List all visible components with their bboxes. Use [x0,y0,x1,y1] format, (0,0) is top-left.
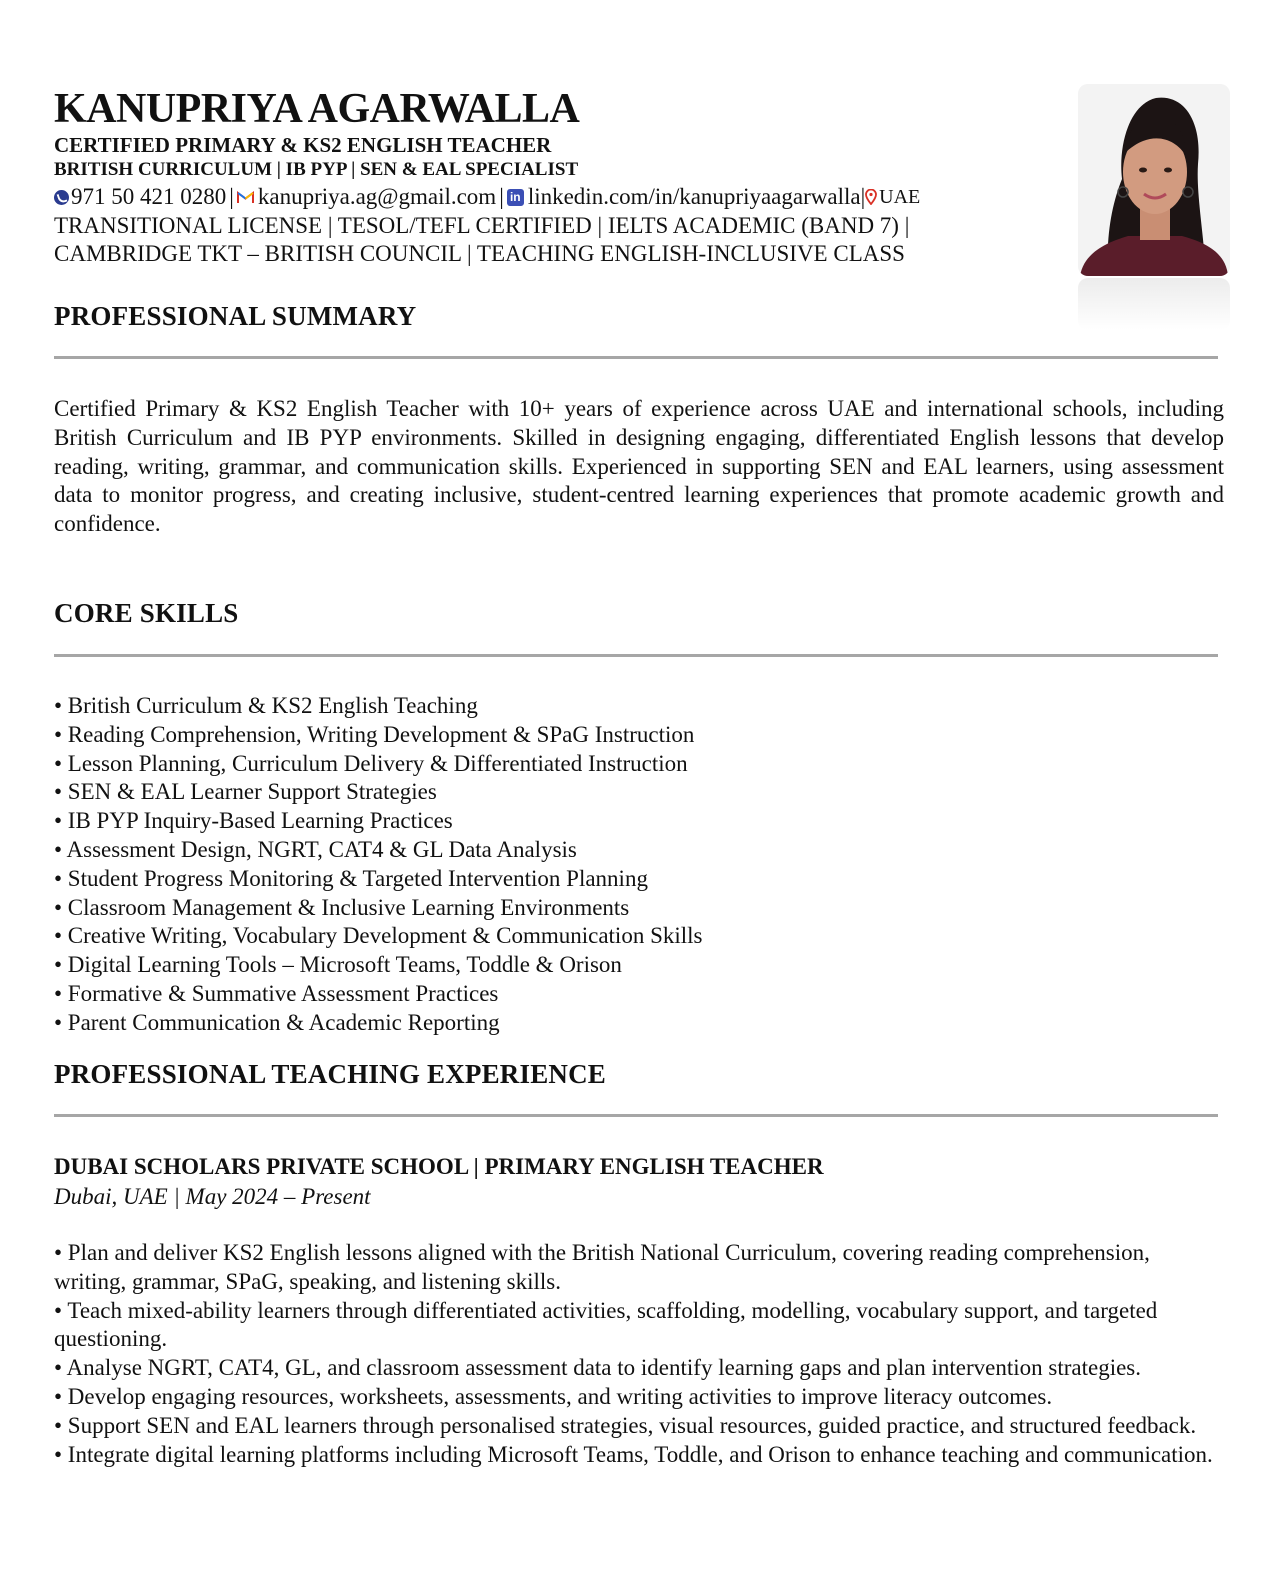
contact-line [54,182,1064,212]
responsibility-item: • Integrate digital learning platforms including Microsoft Teams, Toddle, and Orison to enhance teaching and communication. [54,1441,1213,1467]
candidate-title: CERTIFIED PRIMARY & KS2 ENGLISH TEACHER [54,133,552,157]
photo-reflection [1078,278,1230,330]
linkedin-link[interactable]: linkedin.com/in/kanupriyaagarwalla [527,184,861,209]
skill-item: • Digital Learning Tools – Microsoft Teams, Toddle & Orison [54,952,622,978]
section-title-summary: PROFESSIONAL SUMMARY [54,301,417,331]
profile-photo [1078,84,1230,276]
skill-item: • SEN & EAL Learner Support Strategies [54,779,437,805]
responsibility-item: • Support SEN and EAL learners through personalised strategies, visual resources, guided practice, and structured feedback. [54,1412,1197,1438]
skills-list [54,692,702,1038]
skill-item: • Formative & Summative Assessment Practices [54,980,499,1006]
section-title-experience: PROFESSIONAL TEACHING EXPERIENCE [54,1059,607,1089]
separator: | [229,184,234,209]
skill-item: • Reading Comprehension, Writing Development & SPaG Instruction [54,721,695,747]
skill-item: • Student Progress Monitoring & Targeted Intervention Planning [54,865,648,891]
location-pin-icon [865,189,877,205]
responsibility-item: • Plan and deliver KS2 English lessons aligned with the British National Curriculum, covering reading comprehension, writing, grammar, SPaG, speaking, and listening skills. [54,1240,1150,1294]
location: UAE [879,186,921,208]
candidate-name: KANUPRIYA AGARWALLA [54,86,580,132]
certifications-line-1: TRANSITIONAL LICENSE | TESOL/TEFL CERTIFIED | IELTS ACADEMIC (BAND 7) | [54,213,910,238]
job-location-dates: Dubai, UAE | May 2024 – Present [54,1184,371,1209]
responsibility-item: • Analyse NGRT, CAT4, GL, and classroom assessment data to identify learning gaps and plan intervention strategies. [54,1355,1142,1381]
skill-item: • IB PYP Inquiry-Based Learning Practices [54,808,453,834]
skill-item: • British Curriculum & KS2 English Teaching [54,693,478,718]
separator: | [499,184,504,209]
skill-item: • Lesson Planning, Curriculum Delivery & Differentiated Instruction [54,750,688,776]
section-title-skills: CORE SKILLS [54,598,239,628]
separator: | [860,184,866,209]
section-divider [54,1114,1218,1117]
responsibility-item: • Teach mixed-ability learners through differentiated activities, scaffolding, modelling, vocabulary support, and targeted questioning. [54,1297,1158,1352]
candidate-specialisms: BRITISH CURRICULUM | IB PYP | SEN & EAL SPECIALIST [54,159,579,180]
skill-item: • Parent Communication & Academic Reporting [54,1009,500,1035]
linkedin-icon: in [507,189,524,206]
section-divider [54,654,1218,657]
summary-text: Certified Primary & KS2 English Teacher with 10+ years of experience across UAE and international schools, including British Curriculum and IB PYP environments. Skilled in designing engaging, differentiated English lessons that develop reading, writing, grammar, and communication skills. Experienced in supporting SEN and EAL learners, using assessment data to monitor progress, and creating inclusive, student-centred learning experiences that promote academic growth and confidence. [54,396,1224,537]
skill-item: • Classroom Management & Inclusive Learning Environments [54,894,630,920]
email-link[interactable]: kanupriya.ag@gmail.com [257,184,497,209]
phone-number: 971 50 421 0280 [71,184,227,209]
responsibility-item: • Develop engaging resources, worksheets, assessments, and writing activities to improve literacy outcomes. [54,1383,1053,1409]
job-title: DUBAI SCHOLARS PRIVATE SCHOOL | PRIMARY ENGLISH TEACHER [54,1154,824,1179]
section-divider [54,356,1218,359]
skill-item: • Creative Writing, Vocabulary Development & Communication Skills [54,923,703,949]
phone-icon [54,190,69,205]
resume-header [54,86,1064,268]
gmail-icon [237,191,254,204]
certifications-line-2: CAMBRIDGE TKT – BRITISH COUNCIL | TEACHING ENGLISH-INCLUSIVE CLASS [54,241,905,266]
skill-item: • Assessment Design, NGRT, CAT4 & GL Data Analysis [54,836,577,862]
job-responsibilities [54,1239,1224,1469]
